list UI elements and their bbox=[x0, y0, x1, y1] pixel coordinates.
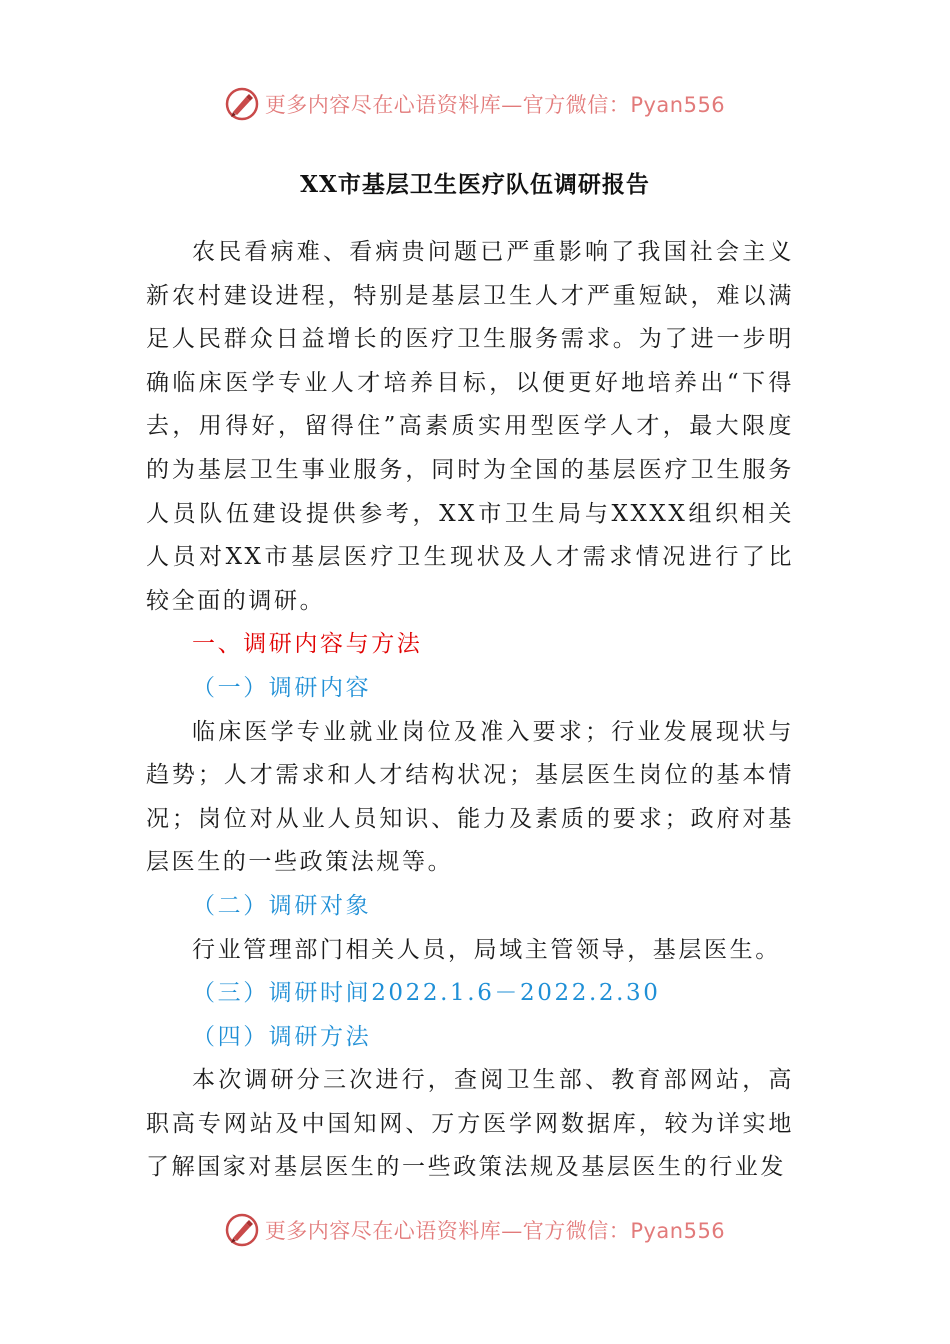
subsection-heading-time: （三）调研时间2022.1.6－2022.2.30 bbox=[192, 980, 661, 1007]
wechat-id: Pyan556 bbox=[630, 1219, 726, 1243]
section-heading-1: 一、调研内容与方法 bbox=[192, 631, 423, 658]
subsection-heading-method: （四）调研方法 bbox=[192, 1023, 372, 1050]
header-watermark bbox=[0, 82, 950, 126]
subjects-paragraph: 行业管理部门相关人员，局域主管领导，基层医生。 bbox=[192, 936, 781, 963]
pen-logo-icon bbox=[225, 1213, 259, 1247]
watermark-text: 更多内容尽在心语资料库—官方微信：Pyan556 bbox=[264, 1219, 726, 1243]
watermark-text: 更多内容尽在心语资料库—官方微信：Pyan556 bbox=[264, 93, 726, 117]
method-paragraph: 本次调研分三次进行，查阅卫生部、教育部网站，高职高专网站及中国知网、万方医学网数据库，较为详实地了解国家对基层医生的一些政策法规及基层医生的行业发 bbox=[146, 1067, 794, 1181]
wechat-id: Pyan556 bbox=[630, 93, 726, 117]
pen-logo-icon bbox=[225, 87, 259, 121]
content-paragraph: 临床医学专业就业岗位及准入要求；行业发展现状与趋势；人才需求和人才结构状况；基层医生岗位的基本情况；岗位对从业人员知识、能力及素质的要求；政府对基层医生的一些政策法规等。 bbox=[146, 718, 794, 876]
subsection-heading-subjects: （二）调研对象 bbox=[192, 892, 372, 919]
document-title: XX市基层卫生医疗队伍调研报告 bbox=[300, 171, 650, 198]
footer-watermark bbox=[0, 1208, 950, 1252]
intro-paragraph: 农民看病难、看病贵问题已严重影响了我国社会主义新农村建设进程，特别是基层卫生人才严重短缺，难以满足人民群众日益增长的医疗卫生服务需求。为了进一步明确临床医学专业人才培养目标，以便更好地培养出“下得去，用得好，留得住”高素质实用型医学人才，最大限度的为基层卫生事业服务，同时为全国的基层医疗卫生服务人员队伍建设提供参考，XX市卫生局与XXXX组织相关人员对XX市基层医疗卫生现状及人才需求情况进行了比较全面的调研。 bbox=[146, 239, 794, 614]
document-body bbox=[146, 231, 794, 1190]
subsection-heading-content: （一）调研内容 bbox=[192, 674, 372, 701]
